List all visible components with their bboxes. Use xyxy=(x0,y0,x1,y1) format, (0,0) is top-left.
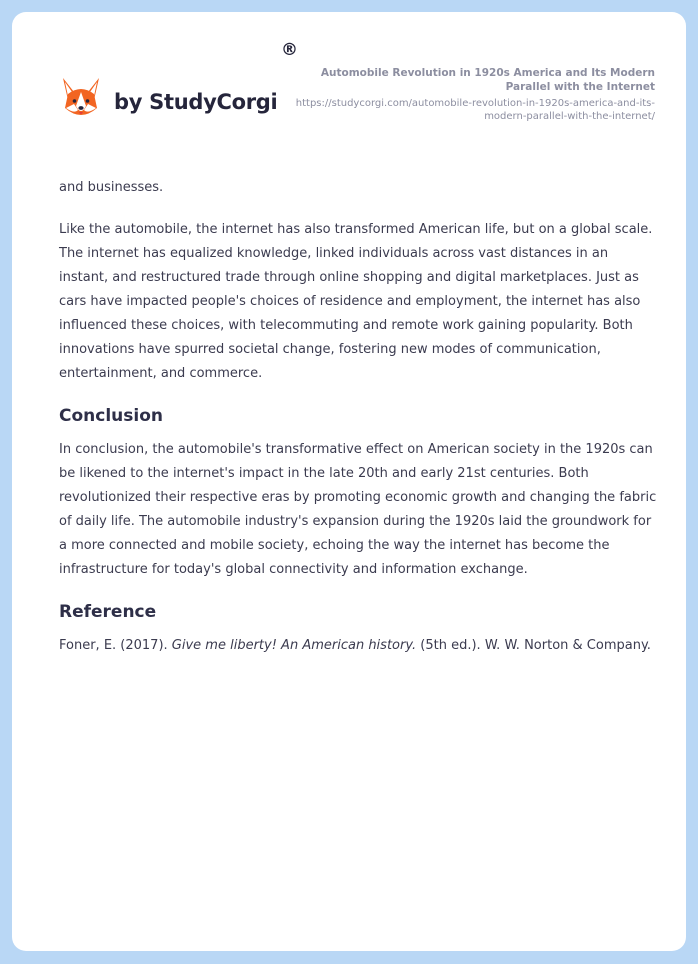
studycorgi-logo[interactable] xyxy=(60,76,277,122)
reference-entry xyxy=(59,634,659,658)
document-page xyxy=(12,12,686,951)
document-title: Automobile Revolution in 1920s America and Its Modern Parallel with the Internet xyxy=(320,67,655,93)
conclusion-heading: Conclusion xyxy=(59,406,163,426)
logo-wordmark: by StudyCorgi xyxy=(114,90,278,114)
corgi-head-icon xyxy=(60,76,102,122)
document-url[interactable]: https://studycorgi.com/automobile-revolution-in-1920s-america-and-its-modern-parallel-with-the-internet/ xyxy=(295,98,655,122)
paragraph-internet: Like the automobile, the internet has also transformed American life, but on a global scale. The internet has equalized knowledge, linked individuals across vast distances in an instant, and restructured trade through online shopping and digital marketplaces. Just as cars have impacted people's choices of residence and employment, the internet has also influenced these choices, with telecommuting and remote work gaining popularity. Both innovations have spurred societal change, fostering new modes of communication, entertainment, and commerce. xyxy=(59,222,653,381)
document-body xyxy=(59,176,659,676)
registered-mark: ® xyxy=(281,40,298,60)
document-meta xyxy=(275,66,655,123)
reference-heading: Reference xyxy=(59,602,157,622)
reference-title: Give me liberty! An American history. xyxy=(171,638,417,653)
reference-details: (5th ed.). W. W. Norton & Company. xyxy=(416,638,651,653)
reference-author-year: Foner, E. (2017). xyxy=(59,638,172,653)
paragraph-fragment: and businesses. xyxy=(59,180,164,195)
conclusion-paragraph: In conclusion, the automobile's transformative effect on American society in the 1920s can be likened to the internet's impact in the late 20th and early 21st centuries. Both revolutionized their respective eras by promoting economic growth and changing the fabric of daily life. The automobile industry's expansion during the 1920s laid the groundwork for a more connected and mobile society, echoing the way the internet has become the infrastructure for today's global connectivity and information exchange. xyxy=(59,442,657,577)
